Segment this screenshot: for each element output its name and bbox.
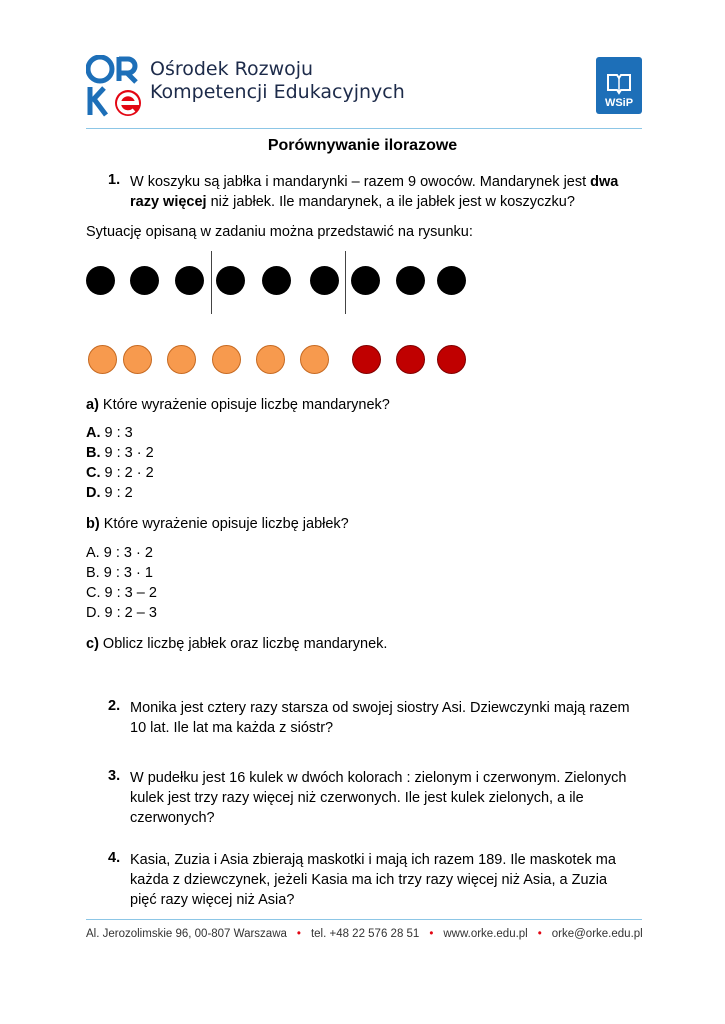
- figure-dot-orange: [256, 345, 285, 374]
- header-divider: [86, 128, 642, 129]
- org-name-line2: Kompetencji Edukacyjnych: [150, 81, 405, 103]
- question-c: [86, 634, 387, 654]
- task4-line: Kasia, Zuzia i Asia zbierają maskotki i mają ich razem 189. Ile maskotek ma: [130, 852, 616, 868]
- task1-text-b: niż jabłek. Ile mandarynek, a ile jabłek jest w koszyczku?: [206, 194, 575, 210]
- option-d[interactable]: D. 9 : 2 – 3: [86, 605, 157, 621]
- option-a[interactable]: [86, 423, 154, 443]
- question-b: [86, 514, 349, 534]
- question-b-label: b): [86, 516, 100, 532]
- option-letter: B.: [86, 445, 101, 461]
- footer-divider: [86, 919, 642, 920]
- task3-line: W pudełku jest 16 kulek w dwóch kolorach : zielonym i czerwonym. Zielonych: [130, 770, 627, 786]
- question-a-options: [86, 423, 154, 503]
- separator-dot-icon: •: [296, 928, 301, 940]
- task4-line: pięć razy więcej niż Asia?: [130, 892, 295, 908]
- task2-line: Monika jest cztery razy starsza od swojej siostry Asi. Dziewczynki mają razem: [130, 700, 630, 716]
- task1-bold-2: razy więcej: [130, 194, 207, 210]
- option-value: 9 : 3: [100, 425, 133, 441]
- figure-dot-orange: [212, 345, 241, 374]
- task3-text: [130, 768, 650, 828]
- task2-number: 2.: [108, 698, 121, 714]
- wsip-label: WSiP: [604, 97, 634, 109]
- book-icon: [605, 71, 633, 97]
- task4-text: [130, 850, 650, 910]
- org-name: [150, 58, 405, 104]
- figure-dot-black: [396, 266, 425, 295]
- footer-address: Al. Jerozolimskie 96, 00-807 Warszawa: [86, 928, 287, 940]
- task2-line: 10 lat. Ile lat ma każda z sióstr?: [130, 720, 334, 736]
- orke-logo: [86, 55, 154, 117]
- task3-line: kulek jest trzy razy więcej niż czerwonych. Ile jest kulek zielonych, a ile: [130, 790, 584, 806]
- figure-dot-orange: [123, 345, 152, 374]
- footer-web-link[interactable]: www.orke.edu.pl: [443, 928, 528, 940]
- task1-bold-1: dwa: [590, 174, 619, 190]
- question-a-label: a): [86, 397, 99, 413]
- org-name-line1: Ośrodek Rozwoju: [150, 58, 314, 80]
- figure-dot-red: [437, 345, 466, 374]
- task3-line: czerwonych?: [130, 810, 215, 826]
- question-c-label: c): [86, 636, 99, 652]
- option-c[interactable]: [86, 463, 154, 483]
- option-letter: C.: [86, 465, 101, 481]
- question-b-text: Które wyrażenie opisuje liczbę jabłek?: [99, 516, 349, 532]
- option-c[interactable]: C. 9 : 3 – 2: [86, 585, 157, 601]
- option-d[interactable]: [86, 483, 154, 503]
- situation-text: Sytuację opisaną w zadaniu można przedstawić na rysunku:: [86, 224, 473, 240]
- question-a: [86, 395, 390, 415]
- figure-dot-red: [396, 345, 425, 374]
- figure-dot-black: [310, 266, 339, 295]
- figure-dot-black: [86, 266, 115, 295]
- wsip-logo: [596, 57, 642, 114]
- footer: [86, 928, 646, 940]
- task4-number: 4.: [108, 850, 121, 866]
- figure-dot-orange: [300, 345, 329, 374]
- footer-email-link[interactable]: orke@orke.edu.pl: [551, 928, 643, 940]
- question-c-text: Oblicz liczbę jabłek oraz liczbę mandarynek.: [98, 636, 388, 652]
- figure-dot-orange: [88, 345, 117, 374]
- task1-text-a: W koszyku są jabłka i mandarynki – razem 9 owoców. Mandarynek jest: [130, 174, 591, 190]
- option-letter: A.: [86, 425, 101, 441]
- separator-dot-icon: •: [429, 928, 434, 940]
- page-title: Porównywanie ilorazowe: [267, 137, 458, 154]
- footer-phone: tel. +48 22 576 28 51: [310, 928, 420, 940]
- question-a-text: Które wyrażenie opisuje liczbę mandarynek?: [98, 397, 390, 413]
- option-value: 9 : 2: [100, 485, 133, 501]
- task1-text: [130, 172, 630, 212]
- option-b[interactable]: [86, 443, 154, 463]
- figure-dot-red: [352, 345, 381, 374]
- figure-dot-black: [175, 266, 204, 295]
- group-divider: [345, 251, 346, 314]
- task4-line: każda z dziewczynek, jeżeli Kasia ma ich trzy razy więcej niż Asia, a Zuzia: [130, 872, 608, 888]
- option-a[interactable]: A. 9 : 3 · 2: [86, 545, 153, 561]
- option-value: 9 : 3 · 2: [100, 445, 154, 461]
- task3-number: 3.: [108, 768, 121, 784]
- option-letter: D.: [86, 485, 101, 501]
- task2-text: [130, 698, 650, 738]
- figure-dot-black: [130, 266, 159, 295]
- group-divider: [211, 251, 212, 314]
- figure-dot-orange: [167, 345, 196, 374]
- figure-dot-black: [262, 266, 291, 295]
- option-value: 9 : 2 · 2: [100, 465, 154, 481]
- separator-dot-icon: •: [537, 928, 542, 940]
- figure-dot-black: [216, 266, 245, 295]
- question-b-options: [86, 543, 157, 623]
- figure-dot-black: [351, 266, 380, 295]
- task1-number: 1.: [108, 172, 121, 188]
- option-b[interactable]: B. 9 : 3 · 1: [86, 565, 153, 581]
- figure-dot-black: [437, 266, 466, 295]
